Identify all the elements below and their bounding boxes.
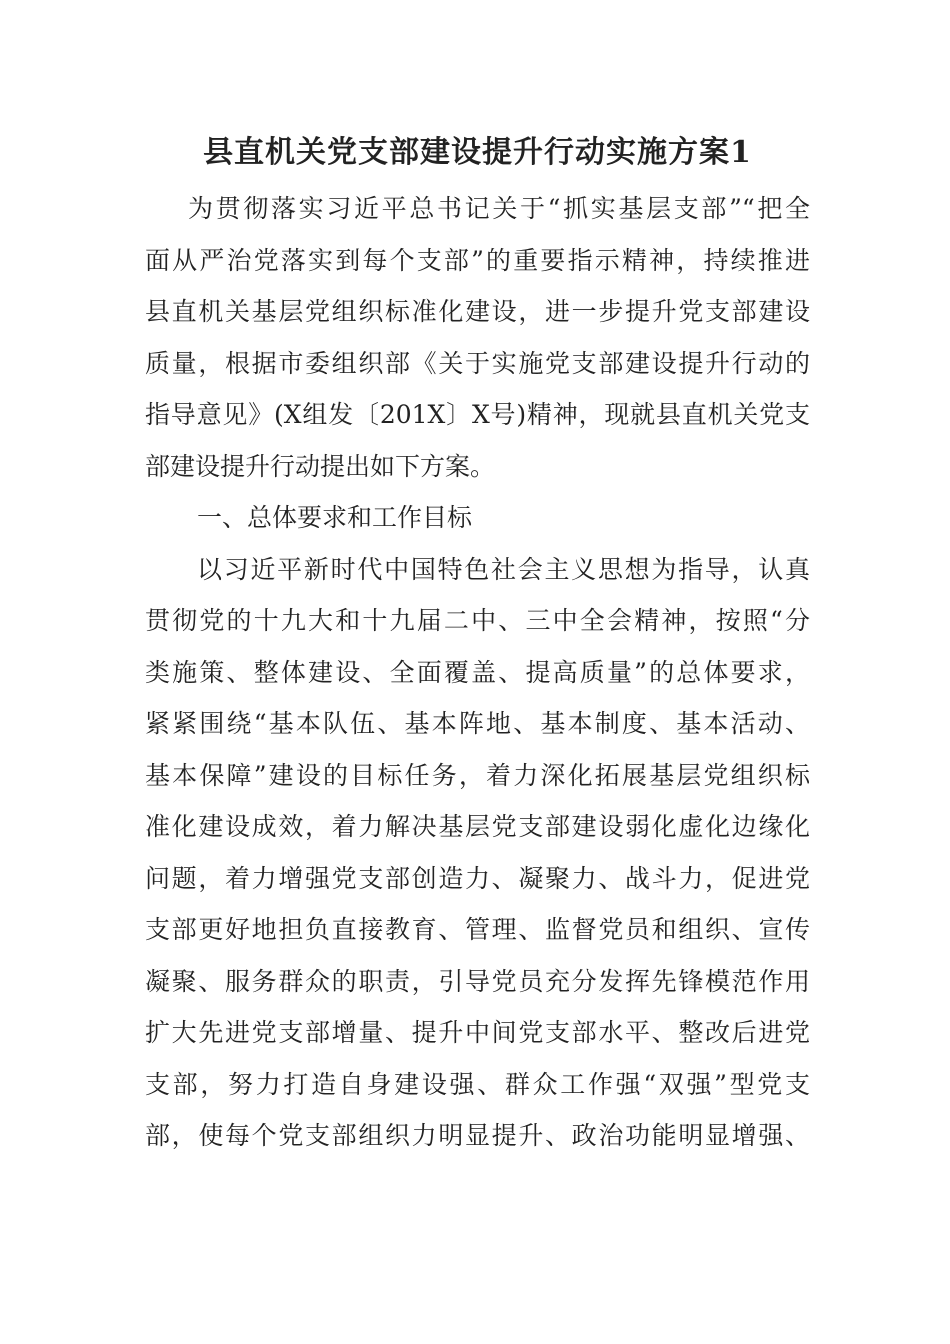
paragraph-line: 贯彻党的十九大和十九届二中、三中全会精神，按照“分 xyxy=(145,606,810,635)
paragraph-line: 部，使每个党支部组织力明显提升、政治功能明显增强、 xyxy=(145,1121,810,1150)
paragraph-line: 面从严治党落实到每个支部”的重要指示精神，持续推进 xyxy=(145,245,810,275)
paragraph-line: 类施策、整体建设、全面覆盖、提高质量”的总体要求， xyxy=(145,657,810,687)
paragraph-line: 为贯彻落实习近平总书记关于“抓实基层支部”“把全 xyxy=(188,194,810,223)
paragraph-line: 问题，着力增强党支部创造力、凝聚力、战斗力，促进党 xyxy=(145,863,810,893)
paragraph-line: 支部，努力打造自身建设强、群众工作强“双强”型党支 xyxy=(145,1069,810,1099)
paragraph-line: 支部更好地担负直接教育、管理、监督党员和组织、宣传 xyxy=(145,915,810,944)
paragraph-line: 扩大先进党支部增量、提升中间党支部水平、整改后进党 xyxy=(145,1018,810,1047)
section-heading-text: 一、总体要求和工作目标 xyxy=(197,503,473,532)
paragraph-line: 质量，根据市委组织部《关于实施党支部建设提升行动的 xyxy=(145,348,810,378)
paragraph-intro xyxy=(145,183,810,492)
section-heading xyxy=(145,492,810,544)
paragraph-line: 县直机关基层党组织标准化建设，进一步提升党支部建设 xyxy=(145,297,810,326)
paragraph-line: 部建设提升行动提出如下方案。 xyxy=(145,451,496,481)
paragraph-line: 基本保障”建设的目标任务，着力深化拓展基层党组织标 xyxy=(145,760,810,790)
paragraph-requirements xyxy=(145,544,810,1162)
paragraph-line: 指导意见》(X组发〔201X〕X号)精神，现就县直机关党支 xyxy=(145,400,810,429)
paragraph-line: 凝聚、服务群众的职责，引导党员充分发挥先锋模范作用 xyxy=(145,966,810,996)
document-body xyxy=(145,183,810,1162)
paragraph-line: 紧紧围绕“基本队伍、基本阵地、基本制度、基本活动、 xyxy=(145,709,810,738)
document-title: 县直机关党支部建设提升行动实施方案1 xyxy=(203,135,752,170)
paragraph-line: 准化建设成效，着力解决基层党支部建设弱化虚化边缘化 xyxy=(145,812,810,841)
paragraph-line: 以习近平新时代中国特色社会主义思想为指导，认真 xyxy=(197,554,810,584)
